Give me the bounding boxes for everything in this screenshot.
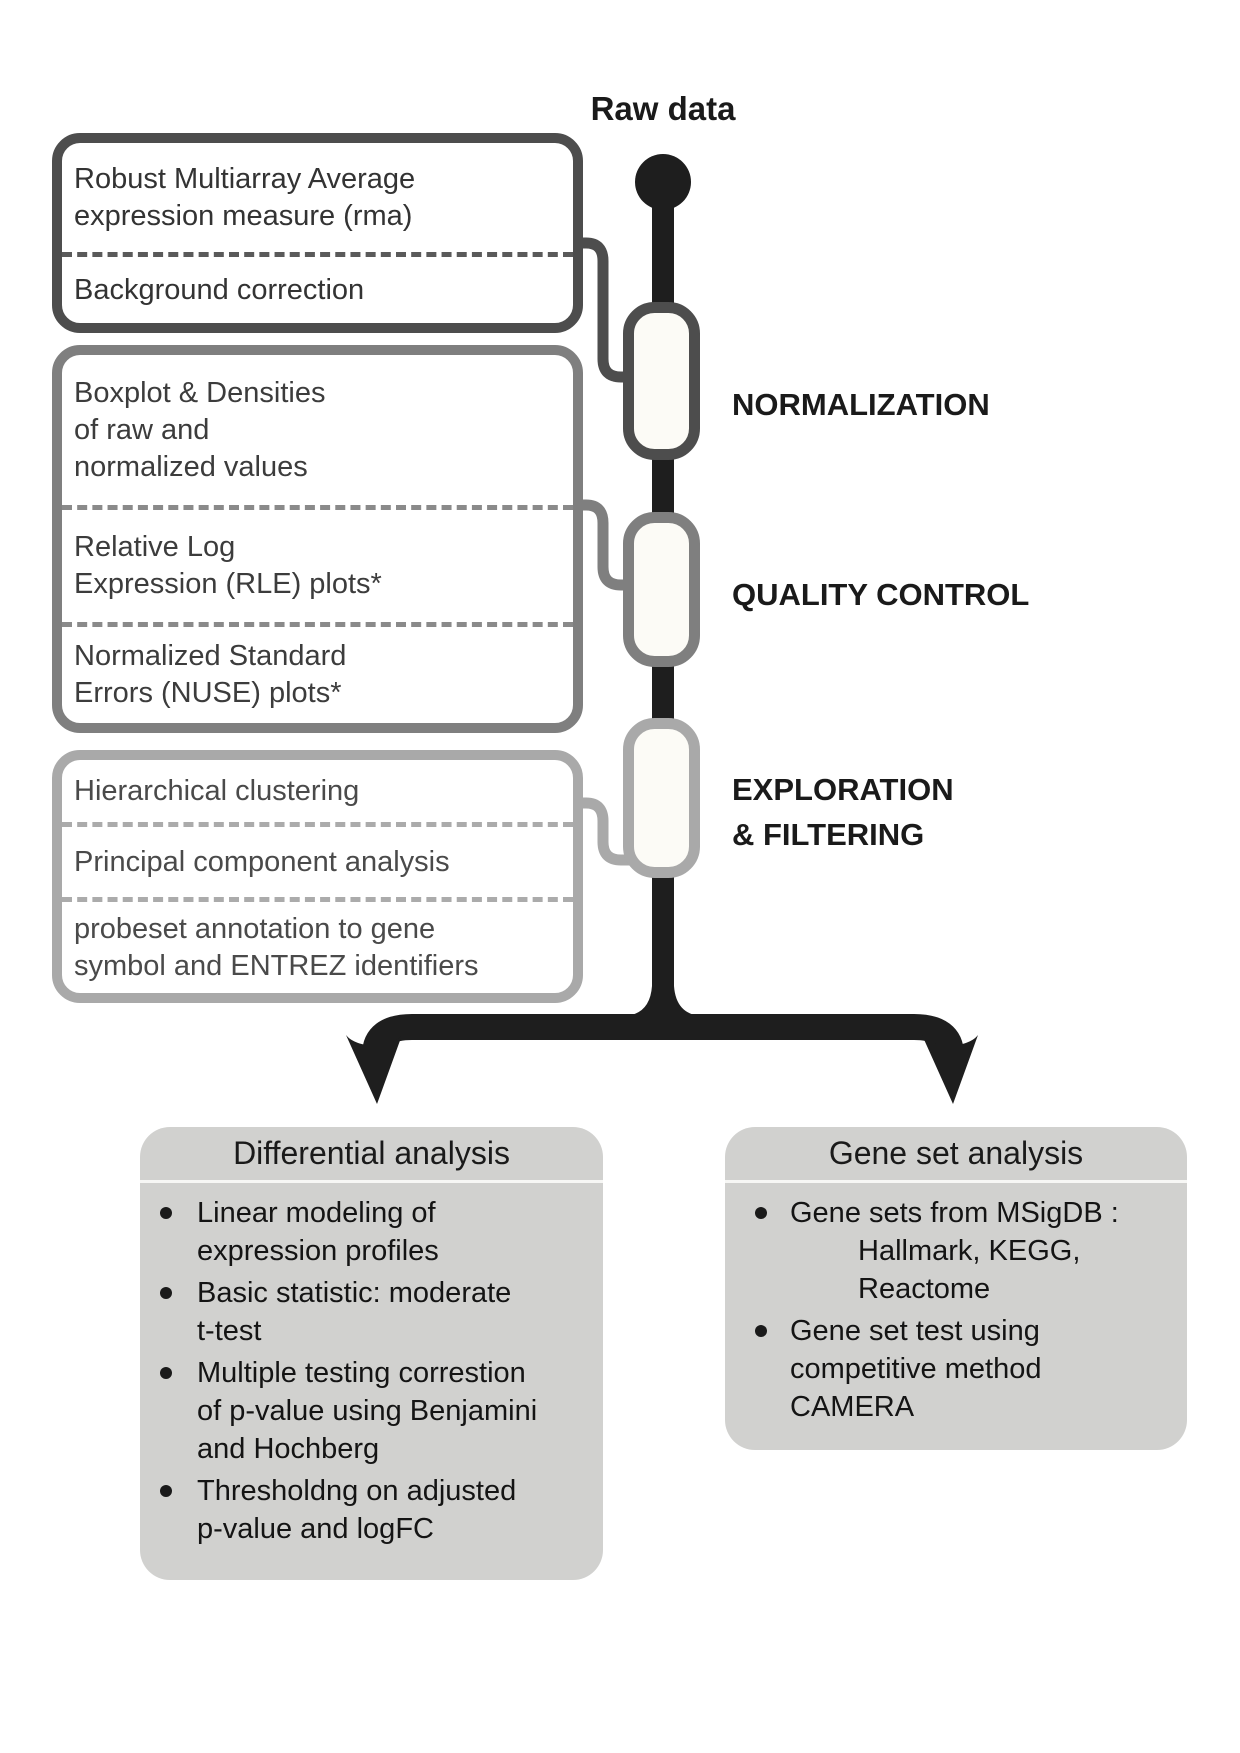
analysis-box-gene-set [725, 1127, 1187, 1450]
bullet-dot-icon [755, 1207, 767, 1219]
method-line: Background correction [74, 273, 365, 306]
bullet-line: Multiple testing correstion [197, 1357, 526, 1389]
bullet-line: and Hochberg [197, 1433, 380, 1465]
analysis-box-title: Gene set analysis [725, 1127, 1187, 1183]
stage-label-line: QUALITY CONTROL [732, 577, 1030, 612]
analysis-box-body [725, 1183, 1187, 1430]
method-section [62, 822, 573, 897]
bullet-item [160, 1194, 603, 1270]
method-line: Hierarchical clustering [74, 774, 360, 807]
method-box-exploration-filtering [52, 750, 583, 1003]
bullet-dot-icon [755, 1325, 767, 1337]
method-line: normalized values [74, 450, 308, 483]
branch-fillet-right [674, 986, 701, 1016]
bullet-line: t-test [197, 1315, 262, 1347]
bullet-line: expression profiles [197, 1235, 439, 1267]
stage-node-normalization [629, 308, 695, 455]
method-line: of raw and [74, 413, 210, 446]
analysis-box-body [140, 1183, 603, 1552]
bullet-line: Linear modeling of [197, 1197, 436, 1229]
stage-label-line: & FILTERING [732, 817, 925, 852]
stage-label-line: EXPLORATION [732, 772, 954, 807]
bullet-line: Thresholdng on adjusted [197, 1475, 517, 1507]
analysis-box-title: Differential analysis [140, 1127, 603, 1183]
method-box-normalization [52, 133, 583, 333]
method-section [62, 355, 573, 505]
method-box-quality-control [52, 345, 583, 733]
bullet-line: Basic statistic: moderate [197, 1277, 512, 1309]
bullet-line: Reactome [858, 1273, 991, 1305]
bullet-line: p-value and logFC [197, 1513, 434, 1545]
bullet-item [160, 1472, 603, 1548]
raw-data-label: Raw data [590, 90, 736, 127]
bullet-line: Gene sets from MSigDB : [790, 1197, 1119, 1229]
method-line: Expression (RLE) plots* [74, 568, 382, 600]
method-line: symbol and ENTREZ identifiers [74, 949, 479, 982]
bullet-item [755, 1194, 1187, 1308]
bullet-item [160, 1354, 603, 1468]
bullet-dot-icon [160, 1287, 172, 1299]
bullet-line: Gene set test using [790, 1315, 1040, 1347]
bullet-line: Hallmark, KEGG, [858, 1235, 1081, 1267]
bullet-dot-icon [160, 1207, 172, 1219]
bullet-line: of p-value using Benjamini [197, 1395, 538, 1427]
method-line: Principal component analysis [74, 845, 450, 878]
bullet-item [160, 1274, 603, 1350]
bullet-line: CAMERA [790, 1391, 915, 1423]
stage-node-exploration [629, 724, 695, 873]
method-line: Errors (NUSE) plots* [74, 677, 342, 709]
branch-fillet-left [625, 986, 652, 1016]
bullet-dot-icon [160, 1485, 172, 1497]
method-line: probeset annotation to gene [74, 912, 436, 945]
bullet-line: competitive method [790, 1353, 1042, 1385]
bullet-dot-icon [160, 1367, 172, 1379]
method-section [62, 143, 573, 252]
stage-label-quality-control [732, 572, 1029, 617]
method-section [62, 897, 573, 993]
stage-label-normalization [732, 382, 990, 427]
method-line: Robust Multiarray Average [74, 162, 416, 195]
stage-label-line: NORMALIZATION [732, 387, 990, 422]
method-line: expression measure (rma) [74, 199, 413, 232]
branch-bar-line [375, 1027, 951, 1055]
method-line: Relative Log [74, 531, 236, 563]
stage-label-exploration-filtering [732, 767, 954, 857]
method-section [62, 622, 573, 723]
stage-node-quality-control [629, 518, 695, 662]
bullet-item [755, 1312, 1187, 1426]
analysis-box-differential [140, 1127, 603, 1580]
method-line: Normalized Standard [74, 640, 347, 672]
method-line: Boxplot & Densities [74, 376, 326, 409]
method-section [62, 252, 573, 323]
method-section [62, 760, 573, 822]
method-section [62, 505, 573, 622]
